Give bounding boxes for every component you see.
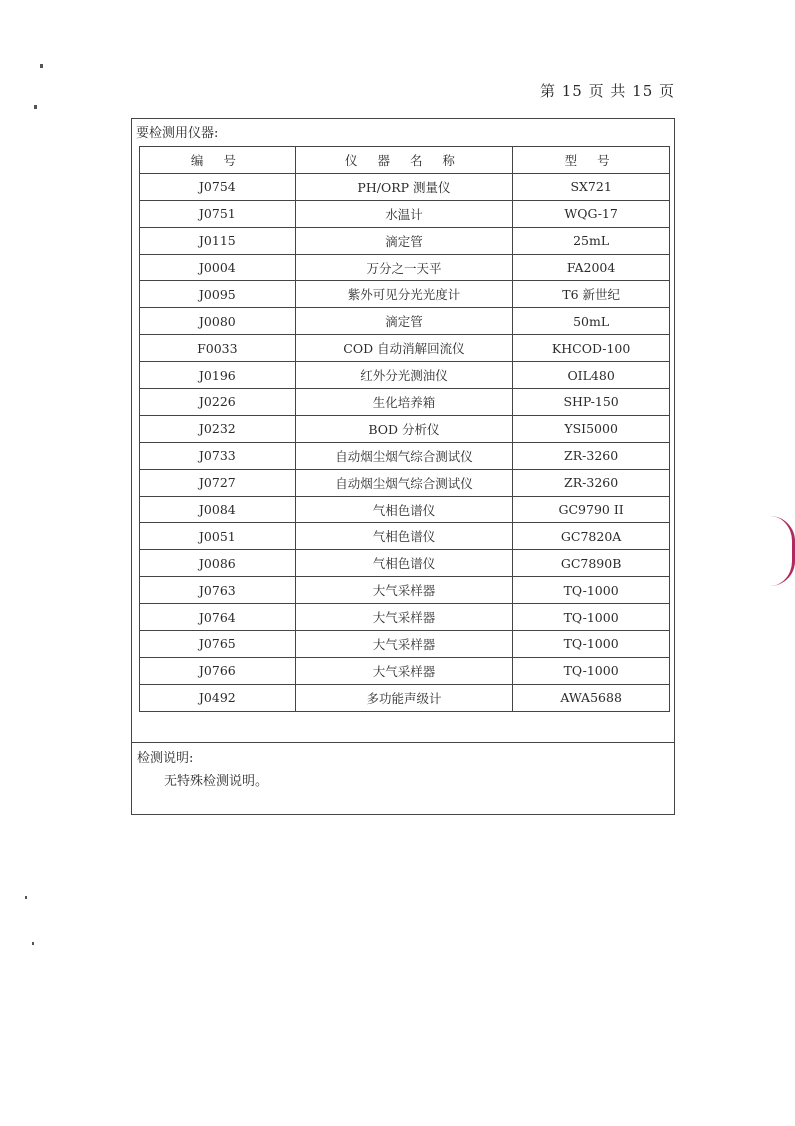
cell-model: 25mL (513, 227, 670, 254)
table-row (140, 173, 670, 200)
cell-name: 生化培养箱 (295, 389, 513, 416)
cell-model: TQ-1000 (513, 657, 670, 684)
table-row (140, 362, 670, 389)
cell-model: TQ-1000 (513, 604, 670, 631)
table-row (140, 684, 670, 711)
cell-name: 气相色谱仪 (295, 496, 513, 523)
cell-id: J0095 (140, 281, 296, 308)
cell-name: 自动烟尘烟气综合测试仪 (295, 442, 513, 469)
table-header-row (140, 147, 670, 174)
cell-id: J0004 (140, 254, 296, 281)
cell-id: J0086 (140, 550, 296, 577)
cell-name: 气相色谱仪 (295, 523, 513, 550)
cell-model: GC7890B (513, 550, 670, 577)
cell-name: 自动烟尘烟气综合测试仪 (295, 469, 513, 496)
header-instrument-name: 仪 器 名 称 (295, 147, 513, 174)
cell-name: 大气采样器 (295, 657, 513, 684)
cell-id: J0733 (140, 442, 296, 469)
cell-id: J0232 (140, 415, 296, 442)
cell-model: ZR-3260 (513, 442, 670, 469)
table-row (140, 631, 670, 658)
cell-id: J0751 (140, 200, 296, 227)
table-row (140, 523, 670, 550)
cell-id: J0727 (140, 469, 296, 496)
cell-model: OIL480 (513, 362, 670, 389)
cell-id: J0763 (140, 577, 296, 604)
cell-id: J0766 (140, 657, 296, 684)
cell-model: AWA5688 (513, 684, 670, 711)
page-number: 第 15 页 共 15 页 (540, 82, 676, 100)
cell-model: FA2004 (513, 254, 670, 281)
cell-id: J0051 (140, 523, 296, 550)
table-row (140, 227, 670, 254)
notes-label: 检测说明: (137, 751, 194, 766)
section-divider (131, 742, 675, 743)
cell-name: 紫外可见分光光度计 (295, 281, 513, 308)
cell-id: J0492 (140, 684, 296, 711)
cell-name: 红外分光测油仪 (295, 362, 513, 389)
cell-name: 万分之一天平 (295, 254, 513, 281)
cell-name: 滴定管 (295, 308, 513, 335)
instrument-table (139, 146, 670, 712)
cell-model: GC7820A (513, 523, 670, 550)
cell-id: J0764 (140, 604, 296, 631)
cell-name: 水温计 (295, 200, 513, 227)
cell-name: COD 自动消解回流仪 (295, 335, 513, 362)
header-model: 型 号 (513, 147, 670, 174)
cell-model: KHCOD-100 (513, 335, 670, 362)
cell-model: 50mL (513, 308, 670, 335)
cell-name: 大气采样器 (295, 577, 513, 604)
cell-model: TQ-1000 (513, 631, 670, 658)
table-row (140, 496, 670, 523)
cell-id: J0754 (140, 173, 296, 200)
scan-speck (34, 105, 37, 109)
header-id: 编 号 (140, 147, 296, 174)
cell-name: BOD 分析仪 (295, 415, 513, 442)
binding-edge-mark (770, 516, 795, 586)
table-row (140, 308, 670, 335)
cell-id: J0226 (140, 389, 296, 416)
cell-name: 气相色谱仪 (295, 550, 513, 577)
cell-name: 滴定管 (295, 227, 513, 254)
cell-model: ZR-3260 (513, 469, 670, 496)
table-row (140, 415, 670, 442)
table-row (140, 335, 670, 362)
cell-id: F0033 (140, 335, 296, 362)
scan-speck (32, 942, 34, 945)
table-row (140, 442, 670, 469)
section-label: 要检测用仪器: (136, 126, 219, 141)
table-row (140, 577, 670, 604)
cell-model: SHP-150 (513, 389, 670, 416)
cell-id: J0765 (140, 631, 296, 658)
table-row (140, 550, 670, 577)
cell-id: J0115 (140, 227, 296, 254)
cell-model: T6 新世纪 (513, 281, 670, 308)
cell-id: J0080 (140, 308, 296, 335)
table-row (140, 469, 670, 496)
notes-text: 无特殊检测说明。 (164, 774, 269, 789)
scan-speck (25, 896, 27, 899)
table-row (140, 200, 670, 227)
cell-model: SX721 (513, 173, 670, 200)
table-row (140, 657, 670, 684)
cell-id: J0196 (140, 362, 296, 389)
cell-model: TQ-1000 (513, 577, 670, 604)
cell-name: 大气采样器 (295, 631, 513, 658)
cell-model: WQG-17 (513, 200, 670, 227)
scan-speck (40, 64, 43, 68)
cell-name: PH/ORP 测量仪 (295, 173, 513, 200)
cell-name: 大气采样器 (295, 604, 513, 631)
cell-model: YSI5000 (513, 415, 670, 442)
cell-model: GC9790 II (513, 496, 670, 523)
table-row (140, 254, 670, 281)
table-row (140, 389, 670, 416)
table-row (140, 281, 670, 308)
cell-id: J0084 (140, 496, 296, 523)
cell-name: 多功能声级计 (295, 684, 513, 711)
table-row (140, 604, 670, 631)
